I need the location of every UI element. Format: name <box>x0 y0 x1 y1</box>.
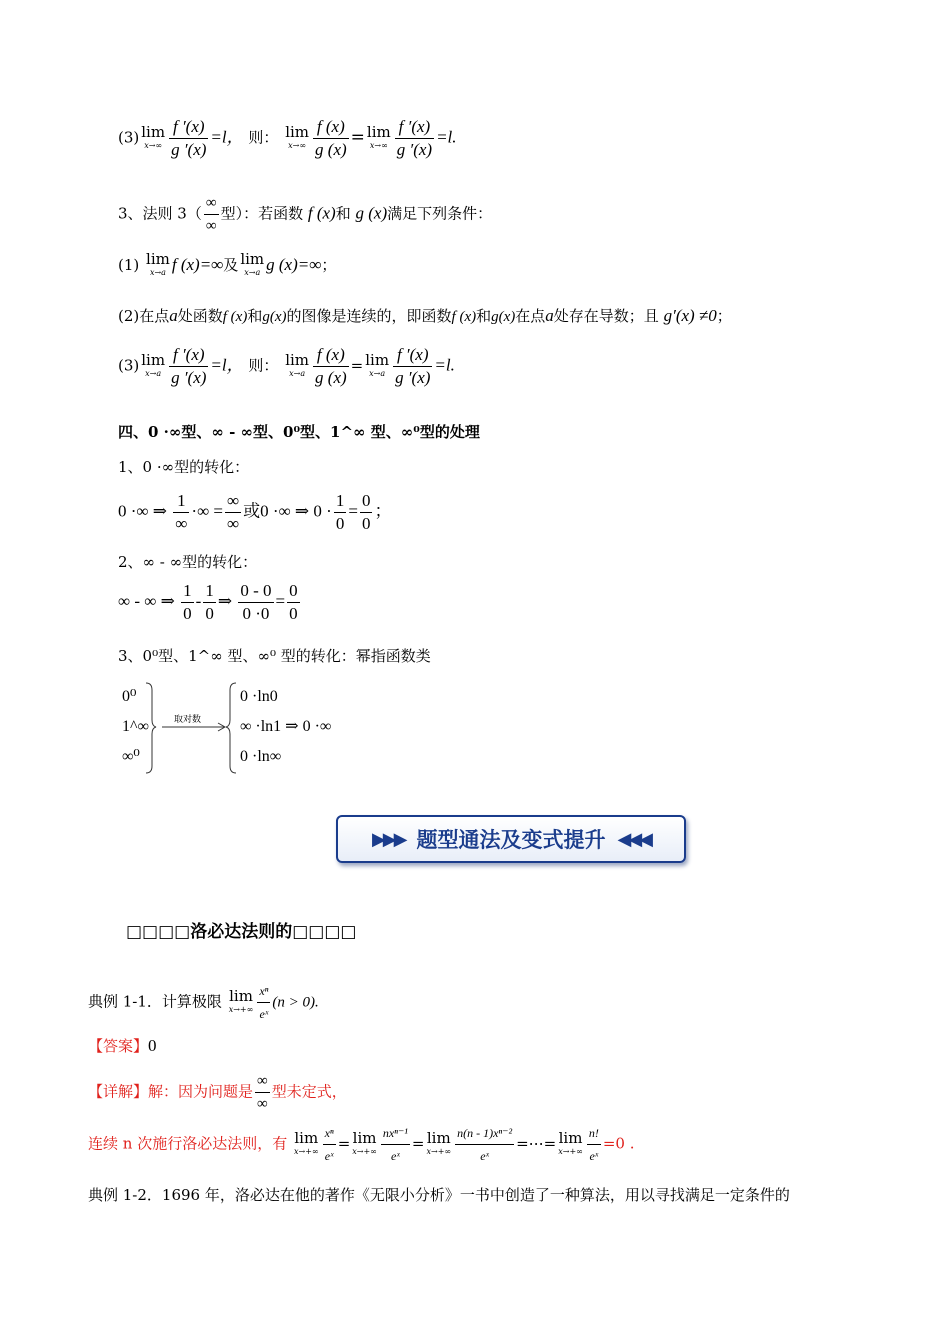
example-1-1: 典例 1-1．计算极限 lim x→+∞ $\frac{\text{xⁿ}}{\text{eˣ}}$ (n > 0). <box>88 980 319 1025</box>
banner-title: 题型通法及变式提升 <box>416 828 606 852</box>
example-1-2: 典例 1-2．1696 年，洛必达在他的著作《无限小分析》一书中创造了一种算法，用以寻找满足一定条件的 <box>88 1186 790 1204</box>
s3-right-1: ∞ ·ln1 ⇒ 0 ·∞ <box>240 718 332 735</box>
rule3-cond1: (1) lim x→a f (x)=∞及 lim x→a g (x)=∞； <box>118 250 337 277</box>
rule3-cond2: (2)在点a处函数f (x)和g(x)的图像是连续的，即函数f (x)和g(x)在点a处存在导数；且 g′(x) ≠0； <box>118 306 732 325</box>
s3-arrow-label: 取对数 <box>174 715 202 725</box>
s2-title: 2、∞ - ∞型的转化： <box>118 553 258 571</box>
section-banner <box>336 815 686 863</box>
s3-left-2: ∞⁰ <box>122 748 140 765</box>
answer-line: 【答案】0 <box>88 1036 157 1055</box>
rule3-cond3: (3) lim x→a $\frac{f '(x)}{g '(x)}$ =l， 则： lim x→a $\frac{f (x)}{g (x)}$ = lim x→a $\frac{f '(x)}{g '(x)}$ =l. <box>118 345 455 387</box>
rule2-cond3: (3) lim x→∞ $\frac{f '(x)}{g '(x)}$ =l， 则： lim x→∞ $\frac{f (x)}{g (x)}$ = lim x→∞ $\frac{f '(x)}{g '(x)}$ =l. <box>118 117 457 159</box>
s3-left-1: 1^∞ <box>122 718 149 735</box>
s3-diagram <box>118 680 378 776</box>
s3-right-2: 0 ·ln∞ <box>240 748 282 765</box>
topic-heading: □□□□洛必达法则的□□□□ <box>126 922 357 942</box>
left-arrows-icon: ◀◀◀ <box>617 828 651 850</box>
detail-line: 【详解】解：因为问题是 $\frac{\infty}{\infty}$ 型未定式， <box>88 1070 347 1115</box>
s3-right-0: 0 ·ln0 <box>240 688 278 705</box>
s1-formula: 0 ·∞ ⇒ $\frac{1}{\infty}$ ·∞ = $\frac{\infty}{\infty}$ 或0 ·∞ ⇒ 0 · $\frac{1}{0}$ = $\frac{0}{0}$ ； <box>118 491 392 533</box>
right-arrows-icon: ▶▶▶ <box>371 828 405 850</box>
s3-title: 3、0⁰型、1^∞ 型、∞⁰ 型的转化：幂指函数类 <box>118 647 431 665</box>
rule3-line: 3、法则 3（ $\frac{\infty}{\infty}$ 型）：若函数 f (x)和 g (x)满足下列条件： <box>118 192 492 237</box>
s1-title: 1、0 ·∞型的转化： <box>118 458 250 476</box>
s2-formula: ∞ - ∞ ⇒ $\frac{1}{0}$ - $\frac{1}{0}$ ⇒ $\frac{0 - 0}{0 \cdot 0}$ = $\frac{0}{0}$ <box>118 581 298 623</box>
section4-title: 四、0 ·∞型、∞ - ∞型、0⁰型、1^∞ 型、∞⁰型的处理 <box>118 423 480 441</box>
s3-left-0: 0⁰ <box>122 688 137 705</box>
detail-derivation: 连续 n 次施行洛必达法则，有 lim x→+∞ $\frac{\text{xⁿ}}{\text{eˣ}}$ = lim x→+∞ $\frac{\text{nxⁿ⁻¹}}{\text{eˣ}}$ = lim x→+∞ $\frac{\text{n(n - 1)xⁿ⁻²}}{\text{eˣ}}$ =⋯= lim x→+∞ $\frac{n!}{\text{eˣ}}$ =0 . <box>88 1122 635 1167</box>
